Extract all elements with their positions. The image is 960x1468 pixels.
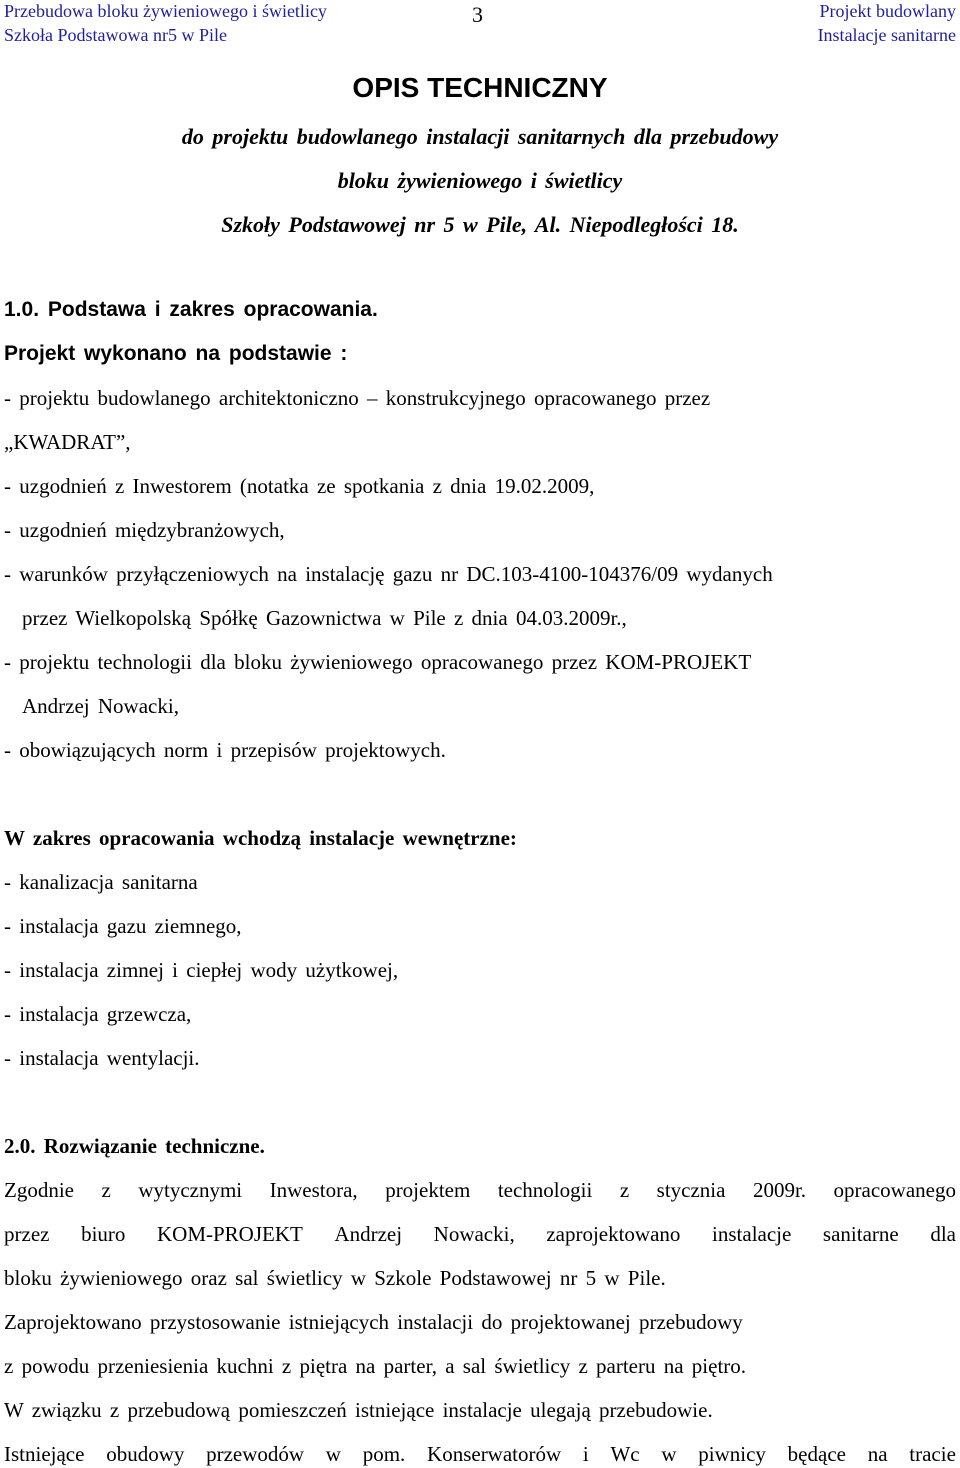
body-word: z xyxy=(619,1178,630,1202)
body-word: tracie xyxy=(909,1442,956,1466)
basis-item: - warunków przyłączeniowych na instalację gazu nr DC.103-4100-104376/09 wydanych xyxy=(4,562,773,586)
body-word: sanitarne xyxy=(822,1222,899,1246)
subtitle-line: Szkoły Podstawowej nr 5 w Pile, Al. Niepodległości 18. xyxy=(221,212,739,237)
body-word: stycznia xyxy=(656,1178,726,1202)
section-1-heading: 1.0. Podstawa i zakres opracowania. xyxy=(4,298,378,321)
body-word: w xyxy=(661,1442,677,1466)
basis-item: - obowiązujących norm i przepisów projektowych. xyxy=(4,738,446,762)
basis-item: - projektu technologii dla bloku żywieniowego opracowanego przez KOM-PROJEKT xyxy=(4,650,752,674)
body-word: w xyxy=(325,1442,341,1466)
header-discipline: Instalacje sanitarne xyxy=(817,25,956,45)
body-line: z powodu przeniesienia kuchni z piętra na parter, a sal świetlicy z parteru na piętro. xyxy=(4,1354,747,1378)
body-line: bloku żywieniowego oraz sal świetlicy w Szkole Podstawowej nr 5 w Pile. xyxy=(4,1266,666,1290)
body-line: W związku z przebudową pomieszczeń istniejące instalacje ulegają przebudowie. xyxy=(4,1398,713,1422)
basis-item: - uzgodnień z Inwestorem (notatka ze spotkania z dnia 19.02.2009, xyxy=(4,474,595,498)
header-project-name: Przebudowa bloku żywieniowego i świetlicy xyxy=(4,1,327,21)
body-word: opracowanego xyxy=(833,1178,956,1202)
page-number: 3 xyxy=(472,2,483,27)
body-word: obudowy xyxy=(106,1442,185,1466)
body-word: KOM-PROJEKT xyxy=(156,1222,303,1246)
subtitle-line: bloku żywieniowego i świetlicy xyxy=(337,168,623,193)
body-word: przez xyxy=(4,1222,50,1246)
body-line xyxy=(4,1222,956,1247)
body-word: i xyxy=(582,1442,589,1466)
body-word: Inwestora, xyxy=(269,1178,358,1202)
basis-item: Andrzej Nowacki, xyxy=(22,694,179,718)
body-word: dla xyxy=(930,1222,956,1246)
body-word: 2009r. xyxy=(752,1178,807,1202)
body-word: Wc xyxy=(610,1442,640,1466)
body-word: technologii xyxy=(497,1178,593,1202)
body-word: będące xyxy=(787,1442,846,1466)
body-line xyxy=(4,1442,956,1467)
body-word: piwnicy xyxy=(698,1442,766,1466)
body-word: Zgodnie xyxy=(4,1178,74,1202)
basis-item: przez Wielkopolską Spółkę Gazownictwa w Pile z dnia 04.03.2009r., xyxy=(22,606,627,630)
body-word: Andrzej xyxy=(334,1222,403,1246)
scope-item: - instalacja grzewcza, xyxy=(4,1002,192,1026)
scope-heading: W zakres opracowania wchodzą instalacje wewnętrzne: xyxy=(4,826,517,850)
body-line: Zaprojektowano przystosowanie istniejących instalacji do projektowanej przebudowy xyxy=(4,1310,743,1334)
body-word: na xyxy=(867,1442,888,1466)
body-word: przewodów xyxy=(206,1442,305,1466)
body-word: Istniejące xyxy=(4,1442,85,1466)
body-word: pom. xyxy=(362,1442,406,1466)
basis-item: - uzgodnień międzybranżowych, xyxy=(4,518,285,542)
body-word: Konserwatorów xyxy=(427,1442,562,1466)
body-word: Nowacki, xyxy=(433,1222,515,1246)
page-header xyxy=(0,0,960,48)
scope-item: - instalacja gazu ziemnego, xyxy=(4,914,242,938)
body-word: instalacje xyxy=(712,1222,792,1246)
scope-item: - instalacja zimnej i ciepłej wody użytkowej, xyxy=(4,958,399,982)
body-word: zaprojektowano xyxy=(546,1222,681,1246)
body-word: wytycznymi xyxy=(138,1178,243,1202)
body-line xyxy=(4,1178,956,1203)
body-word: biuro xyxy=(81,1222,126,1246)
header-school-name: Szkoła Podstawowa nr5 w Pile xyxy=(4,25,227,45)
section-2-heading: 2.0. Rozwiązanie techniczne. xyxy=(4,1134,265,1158)
subtitle-line: do projektu budowlanego instalacji sanitarnych dla przebudowy xyxy=(181,124,779,149)
basis-item: - projektu budowlanego architektoniczno – konstrukcyjnego opracowanego przez xyxy=(4,386,711,410)
section-1-intro: Projekt wykonano na podstawie : xyxy=(4,342,348,365)
body-word: z xyxy=(101,1178,111,1202)
body-word: projektem xyxy=(385,1178,471,1202)
header-document-type: Projekt budowlany xyxy=(819,1,956,21)
scope-item: - instalacja wentylacji. xyxy=(4,1046,200,1070)
scope-item: - kanalizacja sanitarna xyxy=(4,870,198,894)
basis-item: „KWADRAT”, xyxy=(4,430,131,454)
document-title: OPIS TECHNICZNY xyxy=(352,72,608,103)
